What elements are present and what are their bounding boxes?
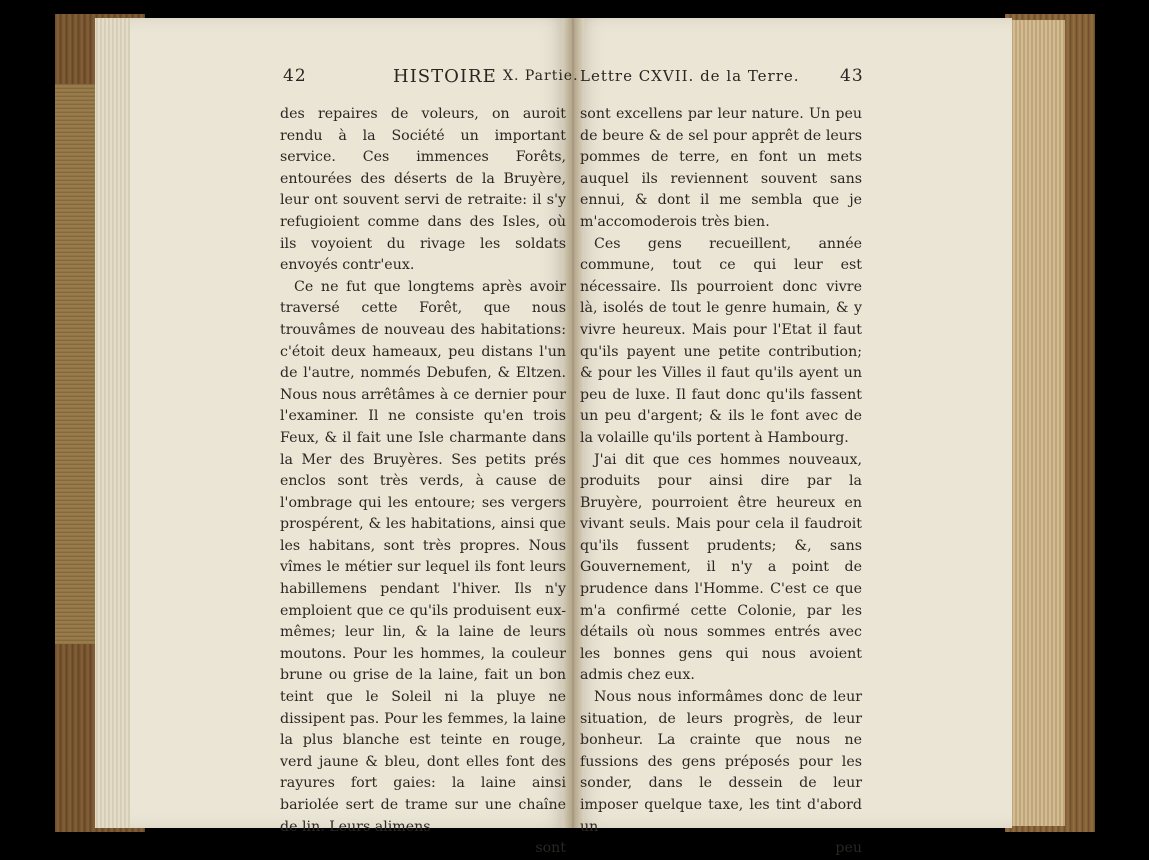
right-catchword: peu xyxy=(835,840,862,857)
open-book xyxy=(55,14,1095,832)
right-page-number: 43 xyxy=(840,66,864,86)
right-paragraph-3: J'ai dit que ces hommes nouveaux, produits pour ainsi dire par la Bruyère, pourroient être heureux en vivant seuls. Mais pour cela il faudroit qu'ils fussent prudents; &, sans Gouvernement, il n'y a point de prudence dans l'Homme. C'est ce que m'a confirmé cette Colonie, par les détails où nous sommes entrés avec les bonnes gens qui nous avoient admis chez eux. xyxy=(580,451,862,684)
left-paragraph-1: des repaires de voleurs, on auroit rendu à la Société un important service. Ces immences Forêts, entourées des déserts de la Bruyère, leur ont souvent servi de retraite: il s'y refugioient comme dans des Isles, où ils voyoient du rivage les soldats envoyés contr'eux. xyxy=(280,106,566,274)
left-paragraph-2: Ce ne fut que longtems après avoir traversé cette Forêt, que nous trouvâmes de nouveau des habitations: c'étoit deux hameaux, peu distans l'un de l'autre, nommés Debufen, & Eltzen. Nous nous arrêtâmes à ce dernier pour l'examiner. Il ne consiste qu'en trois Feux, & il fait une Isle charmante dans la Mer des Bruyères. Ses petits prés enclos sont très verds, à cause de l'ombrage qui les entoure; ses vergers prospérent, & les habitations, ainsi que les habitans, sont très propres. Nous vîmes le métier sur lequel ils font leurs habillemens pendant l'hiver. Ils n'y emploient que ce qu'ils produisent eux-mêmes; leur lin, & la laine de leurs moutons. Pour les hommes, la couleur brune ou grise de la laine, fait un bon teint que le Soleil ni la pluye ne dissipent pas. Pour les femmes, la laine la plus blanche est teinte en rouge, verd jaune & bleu, dont elles font des rayures fort gaies: la laine ainsi bariolée sert de trame sur une chaîne de lin. Leurs alimens xyxy=(280,278,566,835)
right-running-title: Lettre CXVII. de la Terre. xyxy=(580,67,800,85)
right-page-text xyxy=(580,104,862,860)
left-cover-board xyxy=(55,84,95,644)
left-catchword: sont xyxy=(535,840,566,857)
right-paragraph-1: sont excellens par leur nature. Un peu de beure & de sel pour apprêt de leurs pommes de terre, en font un mets auquel ils reviennent souvent sans ennui, & dont il me sembla que je m'accomoderois très bien. xyxy=(580,106,862,230)
left-page-number: 42 xyxy=(283,66,307,86)
left-page-text xyxy=(280,104,566,860)
right-paragraph-4: Nous nous informâmes donc de leur situation, de leurs progrès, de leur bonheur. La crainte que nous ne fussions des gens préposés pour les sonder, dans le dessein de leur imposer quelque taxe, les tint d'abord un xyxy=(580,689,862,835)
right-page-header xyxy=(580,66,865,90)
right-paragraph-2: Ces gens recueillent, année commune, tout ce qui leur est nécessaire. Ils pourroient donc vivre là, isolés de tout le genre humain, & y vivre heureux. Mais pour l'Etat il faut qu'ils payent une petite contribution; & pour les Villes il faut qu'ils ayent un peu de luxe. Il faut donc qu'ils fassent un peu d'argent; & ils le font avec de la volaille qu'ils portent à Hambourg. xyxy=(580,235,862,446)
left-part-title: X. Partie. xyxy=(503,68,579,84)
left-running-title: HISTOIRE xyxy=(393,66,497,87)
left-page-header xyxy=(283,66,579,90)
